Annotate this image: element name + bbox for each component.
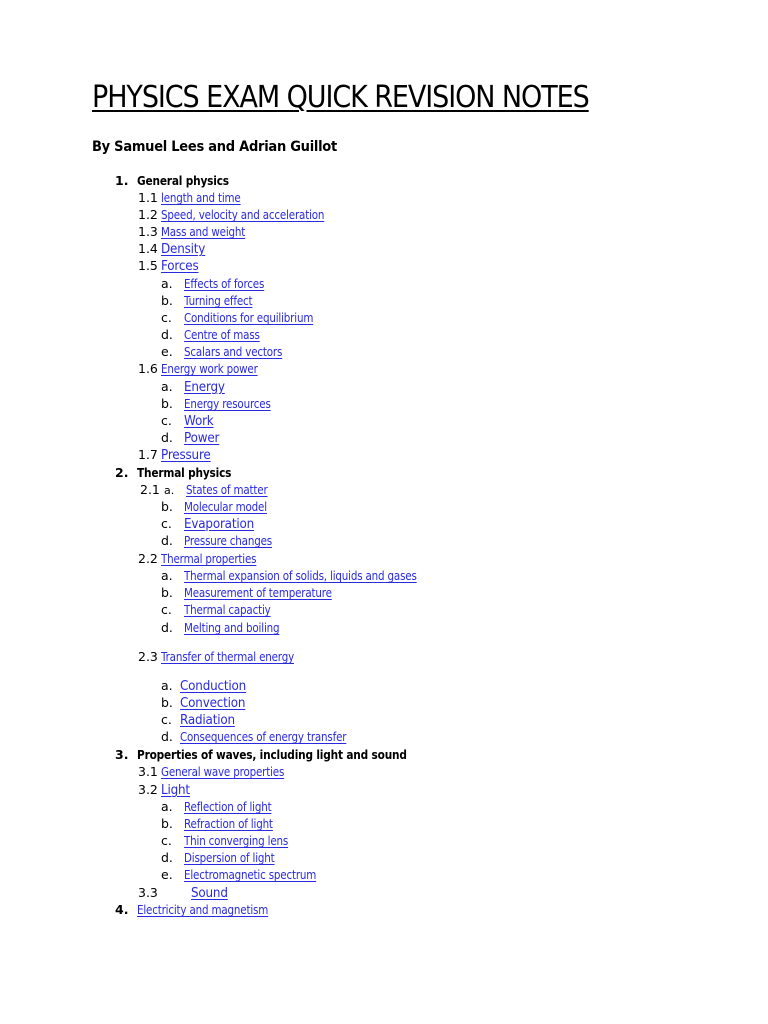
toc-row <box>115 172 241 189</box>
toc-row <box>161 815 287 832</box>
toc-row <box>138 781 192 798</box>
toc-row <box>115 464 244 481</box>
toc-number: d. <box>161 729 173 744</box>
toc-row <box>161 584 356 601</box>
toc-link[interactable]: Molecular model <box>184 500 267 514</box>
toc-link[interactable]: Light <box>161 783 190 798</box>
toc-number: a. <box>161 799 173 814</box>
toc-link[interactable]: Measurement of temperature <box>184 586 332 600</box>
toc-number: a. <box>161 568 173 583</box>
toc-link[interactable]: Energy resources <box>184 397 271 411</box>
toc-number: c. <box>161 833 172 848</box>
toc-link[interactable]: Dispersion of light <box>184 851 275 865</box>
toc-link[interactable]: Effects of forces <box>184 277 265 291</box>
toc-row <box>138 648 316 665</box>
toc-link[interactable]: Conduction <box>180 679 247 694</box>
toc-row <box>138 446 215 463</box>
toc-number: 1. <box>115 173 129 188</box>
toc-row <box>161 866 338 883</box>
toc-number: a. <box>161 276 173 291</box>
toc-link[interactable]: Convection <box>180 696 246 711</box>
toc-number: 1.7 <box>138 447 158 462</box>
toc-number: d. <box>161 533 173 548</box>
toc-link[interactable]: Pressure <box>161 448 211 463</box>
toc-row <box>161 326 272 343</box>
toc-number: d. <box>161 620 173 635</box>
toc-link[interactable]: Sound <box>191 886 228 901</box>
toc-row <box>161 309 334 326</box>
toc-link[interactable]: Conditions for equilibrium <box>184 311 314 325</box>
toc-link[interactable]: Forces <box>161 259 199 274</box>
toc-link[interactable]: Centre of mass <box>184 328 260 342</box>
toc-row <box>115 746 444 763</box>
toc-row <box>161 532 286 549</box>
toc-link[interactable]: Refraction of light <box>184 817 273 831</box>
toc-number: b. <box>161 396 173 411</box>
toc-link[interactable]: Thermal capactiy <box>184 603 271 617</box>
toc-row <box>161 412 216 429</box>
toc-heading: Thermal physics <box>137 466 232 480</box>
toc-row <box>161 601 285 618</box>
toc-number: 1.5 <box>138 258 158 273</box>
toc-link[interactable]: Pressure changes <box>184 534 272 548</box>
toc-row <box>161 849 289 866</box>
toc-number: e. <box>161 344 173 359</box>
toc-number: d. <box>161 850 173 865</box>
toc-number: b. <box>161 695 173 710</box>
toc-number: 3. <box>115 747 129 762</box>
toc-row <box>161 429 222 446</box>
toc-link[interactable]: General wave properties <box>161 765 285 779</box>
toc-number: c. <box>161 516 172 531</box>
toc-row <box>161 395 285 412</box>
toc-row <box>138 257 202 274</box>
toc-number: 1.1 <box>138 190 158 205</box>
toc-link[interactable]: Energy work power <box>161 362 258 376</box>
toc-link[interactable]: Consequences of energy transfer <box>180 730 347 744</box>
toc-link[interactable]: Speed, velocity and acceleration <box>161 208 325 222</box>
toc-row <box>138 223 259 240</box>
toc-number: b. <box>161 293 173 308</box>
toc-row <box>161 677 252 694</box>
toc-link[interactable]: Transfer of thermal energy <box>161 650 295 664</box>
toc-row <box>161 798 286 815</box>
toc-number: 1.6 <box>138 361 158 376</box>
toc-number: 4. <box>115 902 129 917</box>
toc-number: 1.2 <box>138 207 158 222</box>
toc-number: c. <box>161 413 172 428</box>
toc-number: 1.3 <box>138 224 158 239</box>
toc-row <box>138 240 209 257</box>
toc-number: e. <box>161 867 173 882</box>
toc-row <box>138 884 231 901</box>
toc-link[interactable]: Scalars and vectors <box>184 345 283 359</box>
toc-link[interactable]: Electricity and magnetism <box>137 903 269 917</box>
toc-row <box>161 378 228 395</box>
toc-link[interactable]: Radiation <box>180 713 235 728</box>
toc-row <box>161 619 295 636</box>
document-authors: By Samuel Lees and Adrian Guillot <box>92 139 337 155</box>
toc-link[interactable]: Turning effect <box>184 294 253 308</box>
toc-number: 1.4 <box>138 241 158 256</box>
toc-number: d. <box>161 430 173 445</box>
toc-row <box>161 343 298 360</box>
toc-number: 2.3 <box>138 649 158 664</box>
toc-number: 2.1 <box>140 482 160 497</box>
toc-link[interactable]: Energy <box>184 380 225 395</box>
toc-link[interactable]: Density <box>161 242 206 257</box>
toc-row <box>138 360 273 377</box>
toc-number: a. <box>161 379 173 394</box>
toc-number: 2.2 <box>138 551 158 566</box>
toc-row <box>161 694 251 711</box>
toc-row <box>138 763 304 780</box>
toc-row <box>140 481 281 498</box>
toc-number: 2. <box>115 465 129 480</box>
toc-row <box>161 832 305 849</box>
toc-row <box>138 550 272 567</box>
toc-row <box>161 728 373 745</box>
toc-link[interactable]: Melting and boiling <box>184 621 280 635</box>
toc-link[interactable]: Thermal properties <box>161 552 257 566</box>
toc-number: c. <box>161 602 172 617</box>
toc-link[interactable]: Evaporation <box>184 517 255 532</box>
toc-number: b. <box>161 585 173 600</box>
toc-link[interactable]: Thin converging lens <box>184 834 289 848</box>
toc-number: 3.3 <box>138 885 158 900</box>
toc-link[interactable]: length and time <box>161 191 241 205</box>
toc-number: a. <box>161 678 173 693</box>
toc-sub-letter: a. <box>164 484 175 497</box>
toc-number: b. <box>161 816 173 831</box>
toc-link[interactable]: States of matter <box>186 483 268 497</box>
toc-row <box>161 567 455 584</box>
toc-row <box>161 292 264 309</box>
toc-link[interactable]: Electromagnetic spectrum <box>184 868 317 882</box>
toc-number: 3.1 <box>138 764 158 779</box>
toc-link[interactable]: Mass and weight <box>161 225 246 239</box>
toc-row <box>161 498 280 515</box>
toc-row <box>138 206 351 223</box>
toc-row <box>161 515 260 532</box>
toc-row <box>161 711 240 728</box>
toc-heading: General physics <box>137 174 229 188</box>
toc-link[interactable]: Work <box>184 414 214 429</box>
toc-number: c. <box>161 712 172 727</box>
toc-heading: Properties of waves, including light and sound <box>137 748 407 762</box>
toc-row <box>138 189 254 206</box>
document-title: PHYSICS EXAM QUICK REVISION NOTES <box>92 80 589 115</box>
toc-number: c. <box>161 310 172 325</box>
toc-link[interactable]: Reflection of light <box>184 800 272 814</box>
toc-link[interactable]: Thermal expansion of solids, liquids and gases <box>184 569 417 583</box>
toc-number: 3.2 <box>138 782 158 797</box>
toc-row <box>115 901 289 918</box>
toc-number: d. <box>161 327 173 342</box>
toc-row <box>161 275 277 292</box>
toc-number: b. <box>161 499 173 514</box>
toc-link[interactable]: Power <box>184 431 220 446</box>
